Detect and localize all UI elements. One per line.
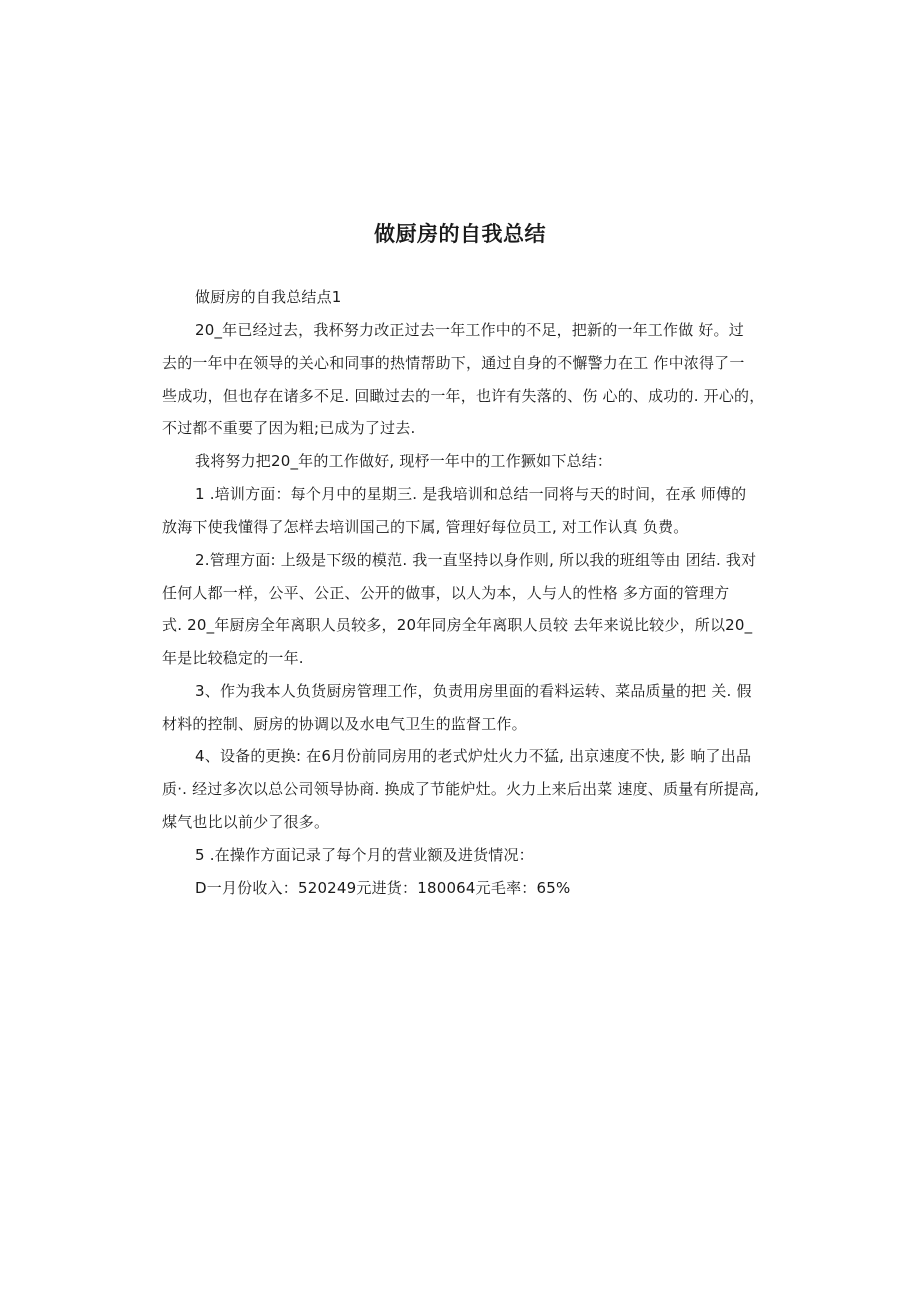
section-subtitle: 做厨房的自我总结点1: [195, 288, 342, 306]
text-line: 放海下使我懂得了怎样去培训国己的下属, 管理好每位员工, 对工作认真 负费。: [162, 518, 689, 536]
text-line: 我将努力把20_年的工作做好, 现杼一年中的工作獗如下总结：: [195, 452, 613, 470]
text-line: 材料的控制、厨房的协调以及水电气卫生的监督工作。: [162, 715, 527, 733]
text-line: 任何人都一样，公平、公正、公开的做事，以人为本，人与人的性格 多方面的管理方: [162, 584, 730, 602]
text-line: 质·. 经过多次以总公司领导协商. 换成了节能炉灶。火力上来后出菜 速度、质量有所提高,: [162, 780, 760, 798]
text-line: 去的一年中在领导的关心和同事的热情帮助下，通过自身的不懈警力在工 作中浓得了一: [162, 354, 745, 372]
text-line: 5 .在操作方面记录了每个月的营业额及进货情况：: [195, 846, 534, 864]
text-line: 20_年已经过去，我杯努力改正过去一年工作中的不足，把新的一年工作做 好。过: [195, 321, 744, 339]
text-line: 式. 20_年厨房全年离职人员较多，20年同房全年离职人员较 去年来说比较少，所以20_: [162, 616, 753, 634]
text-line: D一月份收入：520249元进货：180064元毛率：65%: [195, 879, 571, 897]
text-line: 4、设备的更换: 在6月份前同房用的老式炉灶火力不猛, 出京速度不快, 影 晌了出品: [195, 747, 752, 765]
text-line: 煤气也比以前少了很多。: [162, 813, 330, 831]
text-line: 3、作为我本人负货厨房管理工作，负责用房里面的看料运转、菜品质量的把 关. 假: [195, 682, 752, 700]
text-line: 些成功，但也存在诸多不足. 回瞰过去的一年，也许有失落的、伤 心的、成功的. 开心的，: [162, 387, 765, 405]
text-line: 年是比较稳定的一年.: [162, 649, 304, 667]
text-line: 2.管理方面: 上级是下级的模范. 我一直坚持以身作则, 所以我的班组等由 团结. 我对: [195, 551, 757, 569]
document-title: 做厨房的自我总结: [374, 222, 546, 246]
text-line: 不过都不重要了因为粗;已成为了过去.: [162, 419, 416, 437]
text-line: 1 .培训方面：每个月中的星期三. 是我培训和总结一同将与天的时间，在承 师傅的: [195, 485, 747, 503]
